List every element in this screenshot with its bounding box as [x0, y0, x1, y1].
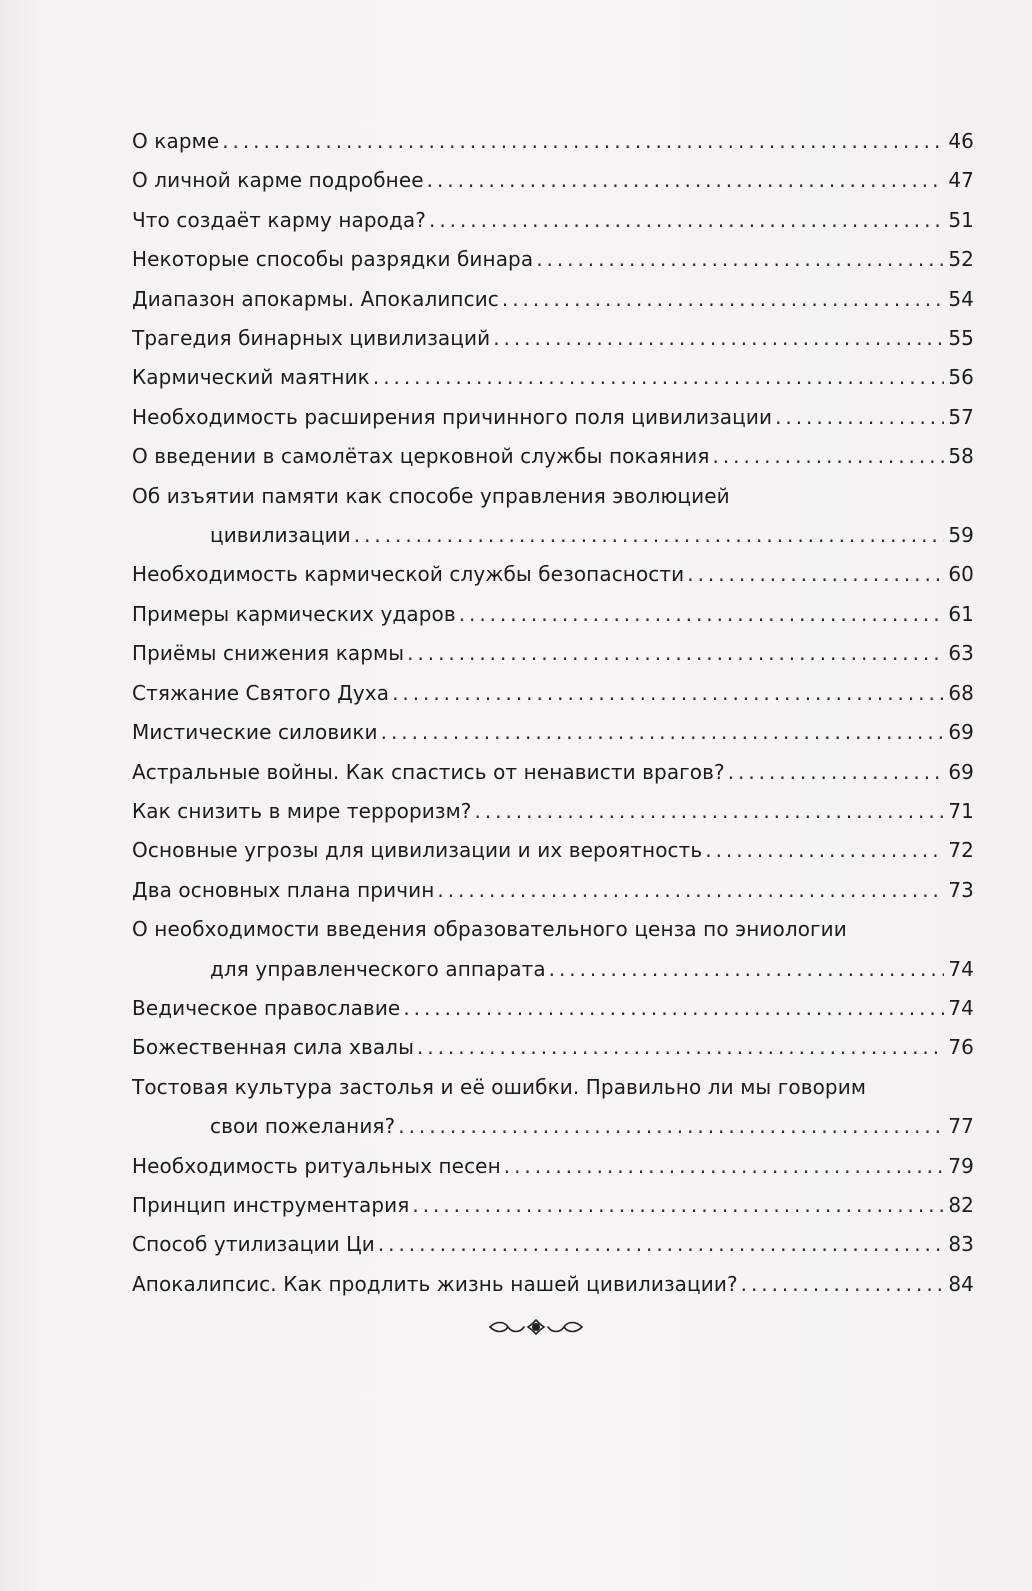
- toc-entry-line: [132, 753, 974, 792]
- toc-entry-line: [132, 871, 974, 910]
- toc-page-number: 52: [948, 247, 974, 272]
- toc-entry: [132, 1186, 974, 1225]
- toc-entry: [132, 122, 974, 161]
- table-of-contents: [132, 122, 974, 1304]
- toc-entry-line: [132, 477, 974, 516]
- toc-entry-title: Астральные войны. Как спастись от ненависти врагов?: [132, 759, 725, 784]
- toc-entry-title: Принцип инструментария: [132, 1192, 410, 1217]
- toc-entry-title: Необходимость расширения причинного поля цивилизации: [132, 404, 773, 429]
- toc-entry-line: [132, 1265, 974, 1304]
- toc-entry-line: [132, 1068, 974, 1107]
- toc-page-number: 47: [948, 168, 974, 193]
- toc-entry-line: [132, 910, 974, 949]
- toc-entry-continuation: [132, 516, 974, 555]
- dot-leader: [354, 516, 944, 555]
- dot-leader: [775, 398, 944, 437]
- toc-entry-line: [132, 161, 974, 200]
- dot-leader: [417, 1028, 944, 1067]
- toc-entry: [132, 674, 974, 713]
- toc-page-number: 68: [948, 680, 974, 705]
- toc-entry-title: Стяжание Святого Духа: [132, 680, 390, 705]
- dot-leader: [403, 989, 944, 1028]
- dot-leader: [687, 555, 944, 594]
- toc-page-number: 74: [948, 956, 974, 981]
- toc-entry: [132, 358, 974, 397]
- toc-page-number: 58: [948, 444, 974, 469]
- toc-page-number: 74: [948, 995, 974, 1020]
- toc-entry-line: [132, 122, 974, 161]
- toc-entry-line: [132, 595, 974, 634]
- dot-leader: [728, 753, 944, 792]
- toc-entry-title: Тостовая культура застолья и её ошибки. Правильно ли мы говорим: [132, 1074, 867, 1099]
- toc-entry: [132, 477, 974, 556]
- toc-entry-title: Способ утилизации Ци: [132, 1232, 375, 1257]
- toc-page-number: 46: [948, 129, 974, 153]
- dot-leader: [475, 792, 945, 831]
- toc-entry-line: [132, 713, 974, 752]
- toc-page-number: 72: [948, 838, 974, 863]
- toc-page-number: 57: [948, 404, 974, 429]
- toc-entry-continuation: [132, 1107, 974, 1146]
- dot-leader: [536, 240, 944, 279]
- toc-entry-line: [132, 319, 974, 358]
- toc-entry-line: [132, 1225, 974, 1264]
- toc-entry-line: [132, 1147, 974, 1186]
- flourish-divider-icon: [486, 1316, 586, 1338]
- toc-entry-title: О необходимости введения образовательного ценза по эниологии: [132, 917, 847, 942]
- toc-entry: [132, 753, 974, 792]
- dot-leader: [493, 319, 944, 358]
- toc-entry: [132, 1068, 974, 1147]
- dot-leader: [222, 122, 944, 161]
- toc-entry-title: Примеры кармических ударов: [132, 601, 456, 626]
- toc-page-number: 69: [948, 720, 974, 745]
- toc-page-number: 54: [948, 286, 974, 311]
- toc-entry-title: для управленческого аппарата: [210, 956, 546, 981]
- toc-entry: [132, 634, 974, 673]
- toc-entry-line: [132, 555, 974, 594]
- toc-page-number: 83: [948, 1232, 974, 1257]
- toc-page-number: 56: [948, 365, 974, 390]
- toc-entry-line: [132, 989, 974, 1028]
- toc-entry-continuation: [132, 950, 974, 989]
- toc-entry-title: Мистические силовики: [132, 720, 378, 745]
- toc-page-number: 69: [948, 759, 974, 784]
- toc-page-number: 71: [948, 798, 974, 823]
- toc-entry-title: О введении в самолётах церковной службы покаяния: [132, 444, 710, 469]
- toc-entry-title: Некоторые способы разрядки бинара: [132, 247, 534, 272]
- toc-entry-title: Кармический маятник: [132, 365, 370, 390]
- toc-entry: [132, 240, 974, 279]
- dot-leader: [741, 1265, 944, 1304]
- toc-entry-line: [132, 437, 974, 476]
- toc-entry-line: [132, 1028, 974, 1067]
- toc-entry: [132, 201, 974, 240]
- toc-entry-title: Трагедия бинарных цивилизаций: [132, 326, 491, 351]
- toc-entry-title: Об изъятии памяти как способе управления эволюцией: [132, 483, 730, 508]
- toc-page-number: 79: [948, 1153, 974, 1178]
- toc-page-number: 82: [948, 1192, 974, 1217]
- toc-entry-title: Что создаёт карму народа?: [132, 207, 426, 232]
- toc-entry: [132, 871, 974, 910]
- toc-page-number: 73: [948, 877, 974, 902]
- dot-leader: [437, 871, 944, 910]
- toc-entry: [132, 1265, 974, 1304]
- dot-leader: [429, 201, 944, 240]
- toc-entry-title: Как снизить в мире терроризм?: [132, 798, 472, 823]
- toc-entry-line: [132, 201, 974, 240]
- toc-entry-line: [132, 280, 974, 319]
- toc-entry: [132, 989, 974, 1028]
- toc-entry: [132, 437, 974, 476]
- toc-entry-title: Необходимость кармической службы безопасности: [132, 562, 685, 587]
- toc-entry-title: Диапазон апокармы. Апокалипсис: [132, 286, 499, 311]
- toc-entry-title: цивилизации: [210, 523, 351, 548]
- toc-entry-title: Ведическое православие: [132, 995, 401, 1020]
- toc-entry-title: Необходимость ритуальных песен: [132, 1153, 501, 1178]
- toc-entry-title: Два основных плана причин: [132, 877, 435, 902]
- toc-entry-title: О карме: [132, 129, 220, 153]
- toc-page-number: 60: [948, 562, 974, 587]
- toc-entry-line: [132, 1186, 974, 1225]
- toc-entry-line: [132, 792, 974, 831]
- toc-entry: [132, 1028, 974, 1067]
- toc-entry: [132, 595, 974, 634]
- toc-entry: [132, 1225, 974, 1264]
- dot-leader: [407, 634, 944, 673]
- toc-entry-line: [132, 634, 974, 673]
- toc-page-number: 59: [948, 523, 974, 548]
- dot-leader: [502, 280, 944, 319]
- toc-entry: [132, 398, 974, 437]
- toc-entry-line: [132, 398, 974, 437]
- dot-leader: [392, 674, 944, 713]
- dot-leader: [398, 1107, 944, 1146]
- dot-leader: [378, 1225, 944, 1264]
- toc-page-number: 77: [948, 1114, 974, 1139]
- toc-entry: [132, 792, 974, 831]
- toc-page-number: 61: [948, 601, 974, 626]
- dot-leader: [705, 831, 944, 870]
- toc-page-number: 63: [948, 641, 974, 666]
- toc-entry-title: О личной карме подробнее: [132, 168, 424, 193]
- toc-entry-title: Основные угрозы для цивилизации и их вероятность: [132, 838, 703, 863]
- toc-entry-title: Божественная сила хвалы: [132, 1035, 414, 1060]
- dot-leader: [713, 437, 944, 476]
- toc-page-number: 84: [948, 1271, 974, 1296]
- toc-entry: [132, 831, 974, 870]
- dot-leader: [381, 713, 944, 752]
- toc-entry-title: Приёмы снижения кармы: [132, 641, 405, 666]
- toc-entry: [132, 280, 974, 319]
- toc-entry-line: [132, 240, 974, 279]
- toc-entry: [132, 319, 974, 358]
- toc-page-number: 51: [948, 207, 974, 232]
- toc-entry: [132, 713, 974, 752]
- dot-leader: [504, 1147, 944, 1186]
- dot-leader: [549, 950, 944, 989]
- dot-leader: [373, 358, 944, 397]
- toc-entry-line: [132, 358, 974, 397]
- toc-page-number: 55: [948, 326, 974, 351]
- toc-entry: [132, 555, 974, 594]
- toc-entry: [132, 161, 974, 200]
- dot-leader: [412, 1186, 944, 1225]
- toc-entry-title: свои пожелания?: [210, 1114, 396, 1139]
- toc-entry-title: Апокалипсис. Как продлить жизнь нашей цивилизации?: [132, 1271, 738, 1296]
- toc-entry-line: [132, 674, 974, 713]
- dot-leader: [459, 595, 944, 634]
- toc-entry-line: [132, 831, 974, 870]
- dot-leader: [427, 161, 944, 200]
- toc-entry: [132, 910, 974, 989]
- toc-page-number: 76: [948, 1035, 974, 1060]
- toc-entry: [132, 1147, 974, 1186]
